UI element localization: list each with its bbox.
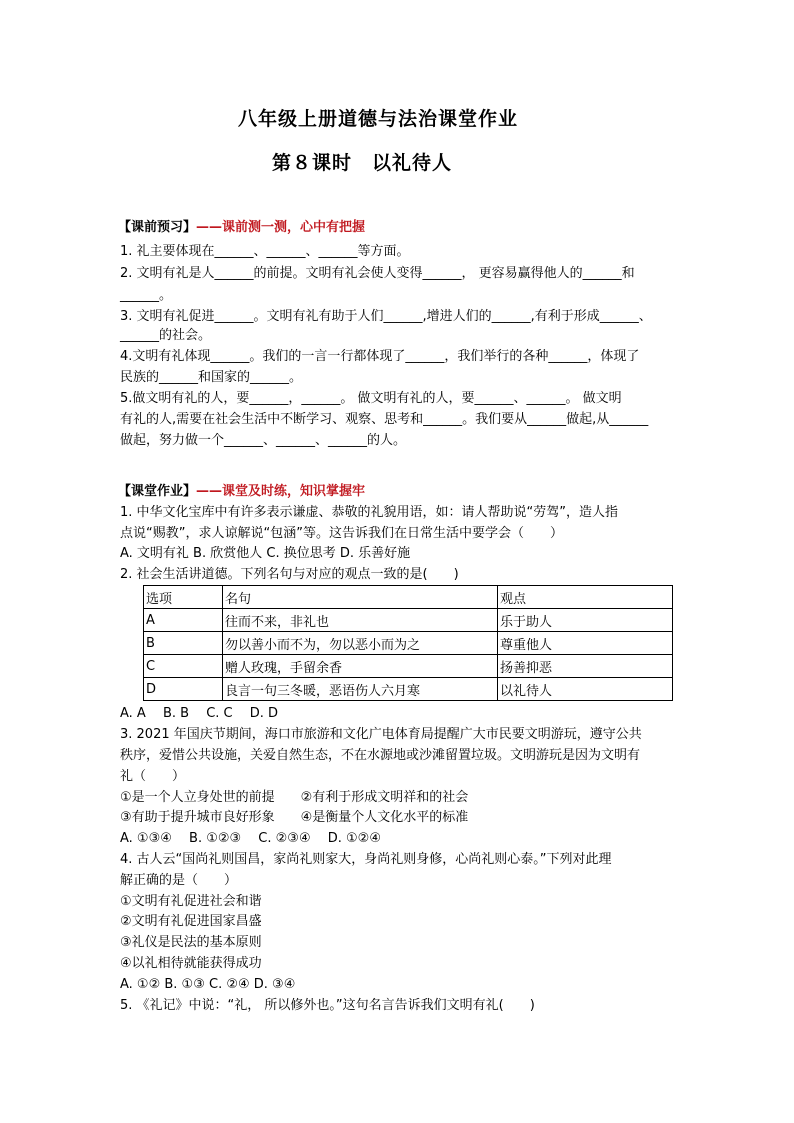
question-4-statement: ①文明有礼促进社会和谐: [120, 894, 262, 909]
question-4-statement: ④以礼相待就能获得成功: [120, 956, 262, 971]
preview-line: 民族的______和国家的______。: [120, 370, 303, 385]
preview-line: 做起，努力做一个______、______、______的人。: [120, 433, 407, 448]
question-3-statement: ③有助于提升城市良好形象 ④是衡量个人文化水平的标准: [120, 810, 469, 825]
question-2-options: A. A B. B C. C D. D: [120, 706, 279, 721]
question-2-table: [143, 585, 673, 701]
table-header-cell: 选项: [144, 586, 223, 609]
section-preview-bracket: 【课前预习】: [118, 220, 197, 235]
question-1-line: 1. 中华文化宝库中有许多表示谦虚、恭敬的礼貌用语，如：请人帮助说“劳驾”，造人指: [120, 505, 619, 520]
preview-line: 1. 礼主要体现在______、______、______等方面。: [120, 244, 410, 259]
lesson-subtitle: 第８课时 以礼待人: [272, 152, 453, 174]
table-cell: 赠人玫瑰，手留余香: [223, 655, 498, 678]
section-preview-heading: [118, 216, 365, 235]
preview-line: ______。: [120, 288, 173, 303]
preview-line: 有礼的人,需要在社会生活中不断学习、观察、思考和______。我们要从______做起,从______: [120, 412, 649, 427]
table-cell: A: [144, 609, 223, 632]
table-header-cell: 观点: [498, 586, 673, 609]
table-header-cell: 名句: [223, 586, 498, 609]
section-classwork-slogan: ——课堂及时练，知识掌握牢: [196, 484, 366, 499]
table-cell: C: [144, 655, 223, 678]
table-cell: 尊重他人: [498, 632, 673, 655]
preview-line: 3. 文明有礼促进______。文明有礼有助于人们______,增进人们的______,有利于形成______、: [120, 309, 652, 324]
question-5-stem: 5. 《礼记》中说：“礼， 所以修外也。”这句名言告诉我们文明有礼( ): [120, 998, 535, 1013]
table-row: [144, 609, 673, 632]
table-row: [144, 655, 673, 678]
preview-line: 4.文明有礼体现______。我们的一言一行都体现了______，我们举行的各种______，体现了: [120, 349, 640, 364]
preview-line: 5.做文明有礼的人，要______，______。 做文明有礼的人，要______、______。 做文明: [120, 391, 622, 406]
table-row: [144, 632, 673, 655]
question-3-options: A. ①③④ B. ①②③ C. ②③④ D. ①②④: [120, 831, 381, 846]
table-cell: 勿以善小而不为，勿以恶小而为之: [223, 632, 498, 655]
question-1-options: A. 文明有礼 B. 欣赏他人 C. 换位思考 D. 乐善好施: [120, 546, 411, 561]
section-classwork-bracket: 【课堂作业】: [118, 484, 197, 499]
preview-line: ______的社会。: [120, 328, 212, 343]
question-4-statement: ③礼仪是民法的基本原则: [120, 935, 262, 950]
table-cell: 乐于助人: [498, 609, 673, 632]
question-4-statement: ②文明有礼促进国家昌盛: [120, 914, 262, 929]
table-header-row: [144, 586, 673, 609]
table-cell: D: [144, 678, 223, 701]
table-cell: 以礼待人: [498, 678, 673, 701]
preview-line: 2. 文明有礼是人______的前提。文明有礼会使人变得______， 更容易赢得他人的______和: [120, 266, 635, 281]
question-4-line: 解正确的是（ ）: [120, 873, 238, 888]
question-4-options: A. ①② B. ①③ C. ②④ D. ③④: [120, 977, 296, 992]
question-3-line: 秩序，爱惜公共设施，关爱自然生态，不在水源地或沙滩留置垃圾。文明游玩是因为文明有: [120, 748, 641, 763]
table-cell: 扬善抑恶: [498, 655, 673, 678]
section-classwork-heading: [118, 480, 365, 499]
question-3-line: 3. 2021 年国庆节期间，海口市旅游和文化广电体育局提醒广大市民要文明游玩，遵守公共: [120, 727, 642, 742]
question-1-line: 点说“赐教”，求人谅解说“包涵”等。这告诉我们在日常生活中要学会（ ）: [120, 526, 563, 541]
question-3-statement: ①是一个人立身处世的前提 ②有利于形成文明祥和的社会: [120, 790, 469, 805]
table-row: [144, 678, 673, 701]
question-3-line: 礼（ ）: [120, 769, 186, 784]
table-cell: 良言一句三冬暖，恶语伤人六月寒: [223, 678, 498, 701]
table-cell: 往而不来，非礼也: [223, 609, 498, 632]
question-2-stem: 2. 社会生活讲道德。下列名句与对应的观点一致的是( ): [120, 567, 459, 582]
page-title: 八年级上册道德与法治课堂作业: [238, 108, 519, 130]
question-4-line: 4. 古人云“国尚礼则国昌，家尚礼则家大，身尚礼则身修，心尚礼则心泰。”下列对此理: [120, 852, 612, 867]
section-preview-slogan: ——课前测一测，心中有把握: [196, 220, 366, 235]
table-cell: B: [144, 632, 223, 655]
